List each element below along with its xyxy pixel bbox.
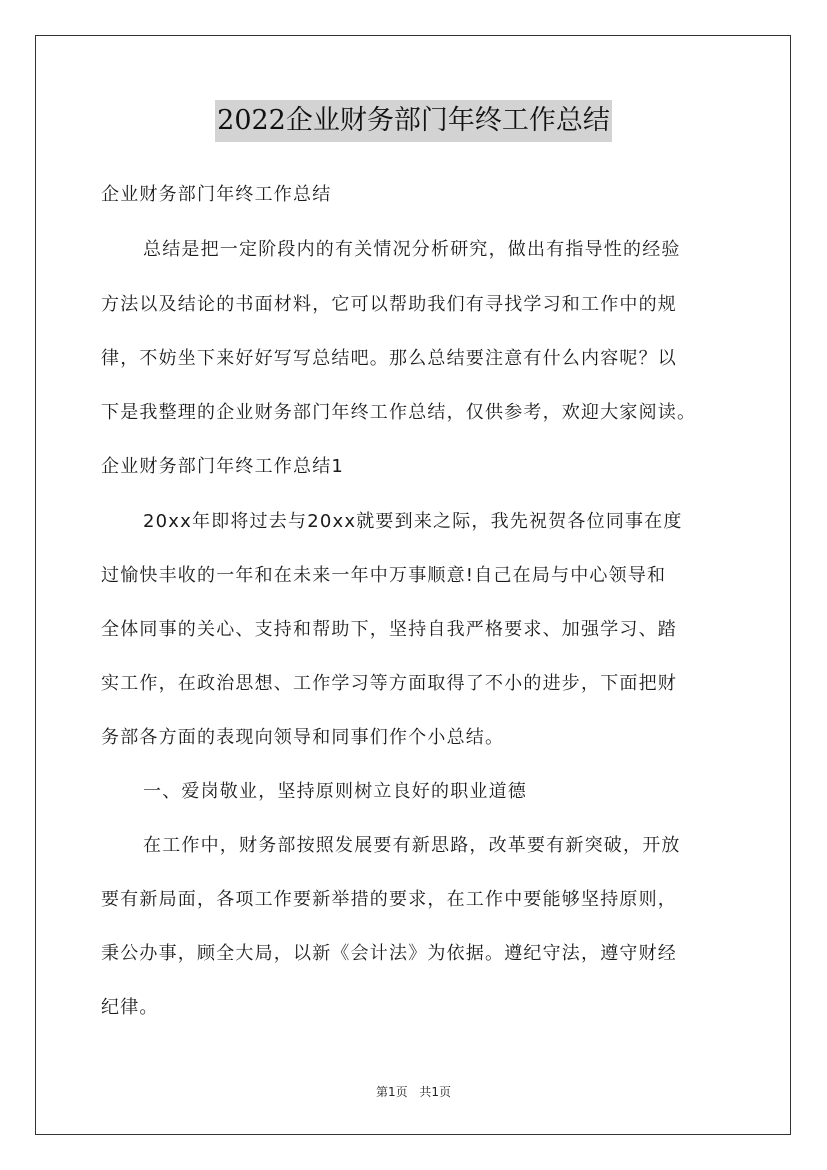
page-number: 第1页 — [375, 1085, 408, 1099]
paragraph-line: 务部各方面的表现向领导和同事们作个小总结。 — [101, 727, 505, 748]
subsection-heading: 一、爱岗敬业，坚持原则树立良好的职业道德 — [143, 781, 527, 802]
paragraph-line: 实工作，在政治思想、工作学习等方面取得了不小的进步，下面把财 — [101, 673, 677, 694]
document-title: 2022企业财务部门年终工作总结 — [215, 100, 612, 142]
title-container — [0, 100, 827, 142]
subtitle-line: 企业财务部门年终工作总结 — [101, 184, 332, 205]
paragraph-line: 方法以及结论的书面材料，它可以帮助我们有寻找学习和工作中的规 — [101, 294, 677, 315]
page-total: 共1页 — [419, 1085, 452, 1099]
paragraph-line: 在工作中，财务部按照发展要有新思路，改革要有新突破，开放 — [143, 835, 681, 856]
paragraph-line: 下是我整理的企业财务部门年终工作总结，仅供参考，欢迎大家阅读。 — [101, 402, 697, 423]
page-footer — [0, 1083, 827, 1100]
paragraph-line: 总结是把一定阶段内的有关情况分析研究，做出有指导性的经验 — [143, 239, 681, 260]
paragraph-line: 20xx年即将过去与20xx就要到来之际，我先祝贺各位同事在度 — [143, 511, 683, 532]
paragraph-line: 秉公办事，顾全大局，以新《会计法》为依据。遵纪守法，遵守财经 — [101, 943, 677, 964]
paragraph-line: 律，不妨坐下来好好写写总结吧。那么总结要注意有什么内容呢？以 — [101, 348, 677, 369]
paragraph-line: 全体同事的关心、支持和帮助下，坚持自我严格要求、加强学习、踏 — [101, 619, 677, 640]
section-heading: 企业财务部门年终工作总结1 — [101, 456, 345, 477]
paragraph-line: 过愉快丰收的一年和在未来一年中万事顺意!自己在局与中心领导和 — [101, 565, 667, 586]
paragraph-line: 纪律。 — [101, 997, 159, 1018]
paragraph-line: 要有新局面，各项工作要新举措的要求，在工作中要能够坚持原则， — [101, 889, 677, 910]
